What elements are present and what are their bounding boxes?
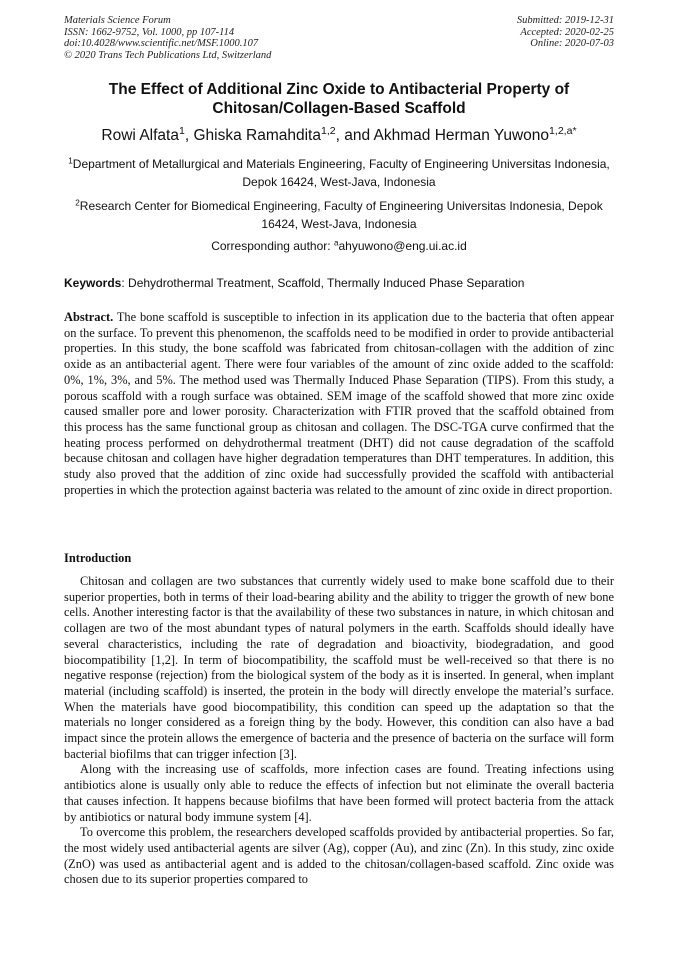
accepted-date: Accepted: 2020-02-25 — [520, 26, 614, 38]
corresponding-label: Corresponding author: — [211, 239, 334, 253]
affiliation-text: Department of Metallurgical and Materials Engineering, Faculty of Engineering Universitas Indonesia, Depok 16424, West-Java, Indonesia — [72, 157, 610, 189]
abstract — [64, 310, 614, 498]
author-list — [64, 126, 614, 145]
issn-volume: ISSN: 1662-9752, Vol. 1000, pp 107-114 — [64, 26, 235, 38]
abstract-text: The bone scaffold is susceptible to infection in its application due to the bacteria that often appear on the surface. To prevent this phenomenon, the scaffolds need to be modified in order to provide antibacterial properties. In this study, the bone scaffold was fabricated from chitosan-collagen with the addition of zinc oxide as an antibacterial agent. There were four variables of the amount of zinc oxide added to the scaffold: 0%, 1%, 3%, and 5%. The method used was Thermally Induced Phase Separation (TIPS). From this study, a porous scaffold with a rough surface was obtained. SEM image of the scaffold showed that more zinc oxide caused smaller pore and lower porosity. Characterization with FTIR proved that the scaffold obtained from this process has the same functional group as chitosan and collagen. The DSC-TGA curve confirmed that the heating process performed on dehydrothermal treatment (DHT) did not cause degradation of the scaffold because chitosan and collagen have higher degradation temperatures than DHT temperatures. In addition, this study also proved that the addition of zinc oxide had successfully provided the scaffold with antibacterial properties in which the protection against bacteria was related to the amount of zinc oxide in direct proportion. — [64, 310, 614, 497]
introduction-paragraph: Along with the increasing use of scaffolds, more infection cases are found. Treating infections using antibiotics alone is usually only able to reduce the effects of infection but not eliminate the overall bacteria that causes infection. It happens because biofilms that have been formed will protect bacteria from the attack by antibiotics or natural body immune system [4]. — [64, 762, 614, 824]
journal-header-left — [64, 15, 271, 61]
introduction-body — [64, 574, 614, 888]
doi: doi:10.4028/www.scientific.net/MSF.1000.107 — [64, 38, 259, 50]
keywords-label: Keywords — [64, 276, 122, 290]
keywords — [64, 275, 614, 291]
author-affiliation-mark: 1,2,a* — [549, 125, 577, 138]
introduction-heading: Introduction — [64, 551, 132, 565]
author-separator: , and — [335, 127, 374, 144]
author-affiliation-mark: 1 — [178, 125, 185, 138]
corresponding-author — [64, 238, 614, 256]
keywords-text: : Dehydrothermal Treatment, Scaffold, Thermally Induced Phase Separation — [121, 276, 525, 290]
author-name: Rowi Alfata — [101, 127, 179, 144]
corresponding-mark: a — [333, 238, 339, 248]
journal-header-right — [517, 15, 614, 50]
affiliation-1 — [64, 156, 614, 191]
affiliation-text: Research Center for Biomedical Engineering, Faculty of Engineering Universitas Indonesia, Depok 16424, West-Java, Indonesia — [79, 199, 603, 231]
journal-name: Materials Science Forum — [64, 15, 171, 26]
introduction-paragraph: Chitosan and collagen are two substances that currently widely used to make bone scaffold due to their superior properties, both in terms of their load-bearing ability and the ability to trigger the growth of new bone cells. Another interesting factor is that the availability of these two substances in nature, in which chitosan and collagen are two of the most abundant types of natural polymers in the earth. Scaffolds should ideally have several characteristics, including the rate of degradation and bioactivity, biodegradation, and good biocompatibility [1,2]. In term of biocompatibility, the scaffold must be well-received so that there is no negative response (rejection) from the biological system of the body as it is inserted. In general, when implant material (including scaffold) is inserted, the protein in the body will directly envelope the material’s surface. When the materials have good biocompatibility, this condition can speed up the adaptation so that the materials no longer considered as a foreign thing by the body. However, this condition can also have a bad impact since the protein allows the emergence of bacteria and the presence of bacteria on the surface will form bacterial biofilms that can trigger infection [3]. — [64, 574, 614, 761]
author-name: Ghiska Ramahdita — [193, 127, 321, 144]
author-separator: , — [184, 127, 194, 144]
copyright: © 2020 Trans Tech Publications Ltd, Switzerland — [64, 49, 272, 61]
paper-title: The Effect of Additional Zinc Oxide to Antibacterial Property of Chitosan/Collagen-Based Scaffold — [108, 81, 570, 117]
affiliation-mark: 2 — [75, 198, 80, 208]
author-affiliation-mark: 1,2 — [320, 125, 336, 138]
author-name: Akhmad Herman Yuwono — [373, 127, 550, 144]
abstract-label: Abstract. — [64, 310, 114, 324]
introduction-paragraph: To overcome this problem, the researchers developed scaffolds provided by antibacterial properties. So far, the most widely used antibacterial agents are silver (Ag), copper (Au), and zinc (Zn). In this study, zinc oxide (ZnO) was used as antibacterial agent and is added to the chitosan/collagen-based scaffold. Zinc oxide was chosen due to its superior properties compared to — [64, 825, 614, 887]
online-date: Online: 2020-07-03 — [530, 38, 614, 50]
corresponding-email: ahyuwono@eng.ui.ac.id — [338, 239, 467, 253]
affiliation-mark: 1 — [68, 156, 73, 166]
submitted-date: Submitted: 2019-12-31 — [516, 15, 614, 26]
affiliation-2 — [64, 198, 614, 233]
